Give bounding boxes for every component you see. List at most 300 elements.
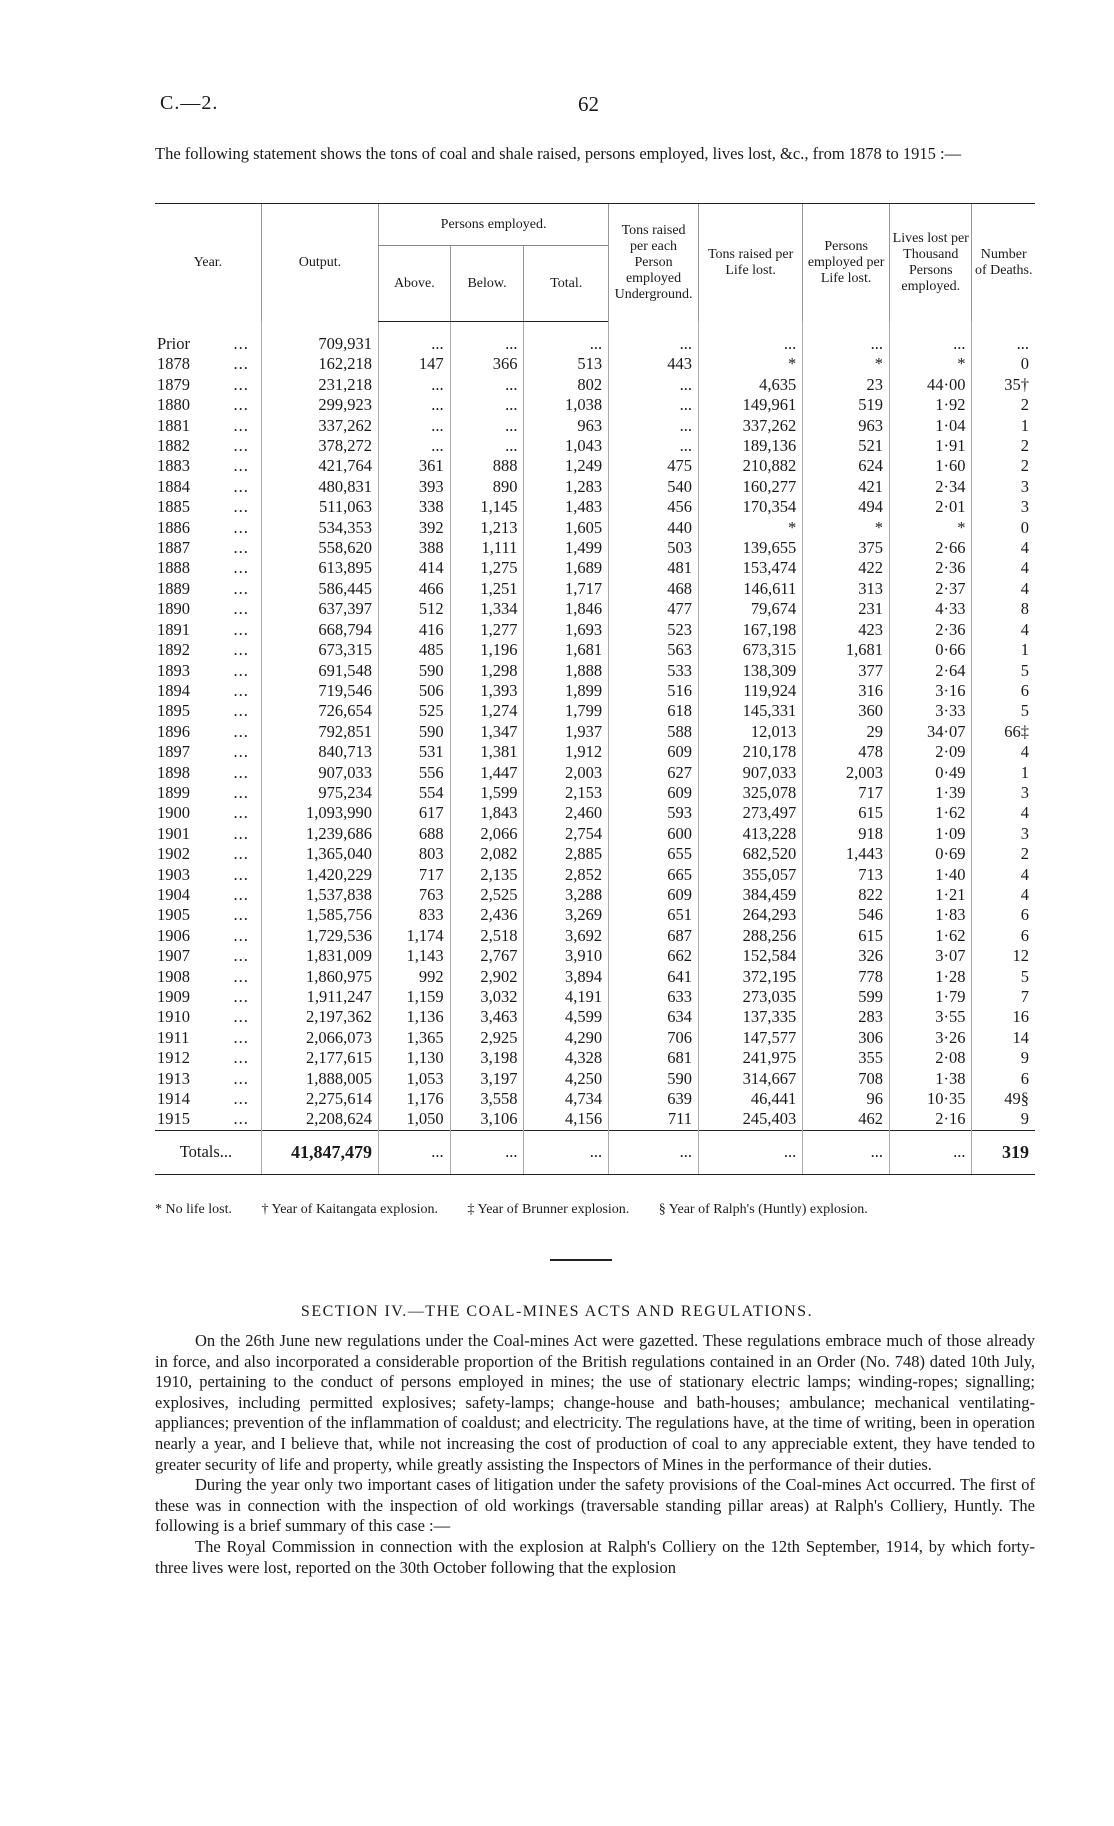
cell-total: 4,156 xyxy=(524,1109,609,1130)
year-label: 1879 xyxy=(157,374,190,394)
cell-below: 1,447 xyxy=(450,763,524,783)
cell-output: 1,093,990 xyxy=(261,803,378,823)
header-persons-per-life: Persons employed per Life lost. xyxy=(803,204,890,322)
cell-tons-per-life: 355,057 xyxy=(699,865,803,885)
footnotes xyxy=(155,1201,1035,1219)
cell-persons-per-life: 2,003 xyxy=(803,763,890,783)
cell-tons-per-person: 477 xyxy=(609,599,699,619)
cell-total: 513 xyxy=(524,354,609,374)
cell-above: ... xyxy=(379,322,451,355)
cell-lives-per-thousand: 2·64 xyxy=(890,661,972,681)
cell-year xyxy=(155,722,261,742)
year-label: 1883 xyxy=(157,456,190,476)
year-label: 1878 xyxy=(157,354,190,374)
cell-above: 590 xyxy=(379,661,451,681)
cell-total: 1,043 xyxy=(524,436,609,456)
leader-dots: ... xyxy=(233,1068,249,1088)
cell-tons-per-person: 641 xyxy=(609,967,699,987)
year-label: 1911 xyxy=(157,1027,190,1047)
cell-persons-per-life: 1,681 xyxy=(803,640,890,660)
cell-total: 4,191 xyxy=(524,987,609,1007)
leader-dots: ... xyxy=(233,640,249,660)
cell-year xyxy=(155,395,261,415)
table-row xyxy=(155,375,1035,395)
cell-year xyxy=(155,967,261,987)
cell-lives-per-thousand: 1·28 xyxy=(890,967,972,987)
cell-persons-per-life: 599 xyxy=(803,987,890,1007)
cell-below: 366 xyxy=(450,354,524,374)
cell-below: 1,213 xyxy=(450,518,524,538)
cell-persons-per-life: 316 xyxy=(803,681,890,701)
cell-above: 388 xyxy=(379,538,451,558)
paragraph: During the year only two important cases of litigation under the safety provisions of the Coal-mines Act occurred. The first of these was in connection with the inspection of old workings (traversable standing pillar areas) at Ralph's Colliery, Huntly. The following is a brief summary of this case :— xyxy=(155,1475,1035,1536)
cell-above: 506 xyxy=(379,681,451,701)
table-row xyxy=(155,1007,1035,1027)
leader-dots: ... xyxy=(233,517,249,537)
cell-above: ... xyxy=(379,436,451,456)
table-row xyxy=(155,742,1035,762)
cell-tons-per-person: 475 xyxy=(609,456,699,476)
cell-deaths: 0 xyxy=(972,354,1035,374)
year-label: 1887 xyxy=(157,538,190,558)
cell-total: 1,681 xyxy=(524,640,609,660)
cell-deaths: 4 xyxy=(972,538,1035,558)
cell-below: 1,599 xyxy=(450,783,524,803)
cell-tons-per-person: 523 xyxy=(609,620,699,640)
cell-total: 4,250 xyxy=(524,1069,609,1089)
cell-total: 1,283 xyxy=(524,477,609,497)
cell-above: 1,365 xyxy=(379,1028,451,1048)
cell-year xyxy=(155,905,261,925)
cell-above: 466 xyxy=(379,579,451,599)
leader-dots: ... xyxy=(233,476,249,496)
cell-tons-per-life: 137,335 xyxy=(699,1007,803,1027)
cell-below: ... xyxy=(450,416,524,436)
cell-year xyxy=(155,742,261,762)
cell-lives-per-thousand: 1·09 xyxy=(890,824,972,844)
coal-statistics-table xyxy=(155,203,1035,1175)
cell-tons-per-life: 210,882 xyxy=(699,456,803,476)
cell-tons-per-person: 662 xyxy=(609,946,699,966)
table-row xyxy=(155,416,1035,436)
cell-output: 673,315 xyxy=(261,640,378,660)
cell-persons-per-life: 462 xyxy=(803,1109,890,1130)
leader-dots: ... xyxy=(233,946,249,966)
cell-total: 963 xyxy=(524,416,609,436)
leader-dots: ... xyxy=(233,864,249,884)
table-row xyxy=(155,926,1035,946)
year-label: 1894 xyxy=(157,680,190,700)
cell-deaths: 0 xyxy=(972,518,1035,538)
cell-output: 378,272 xyxy=(261,436,378,456)
table-row xyxy=(155,518,1035,538)
leader-dots: ... xyxy=(233,538,249,558)
cell-deaths: 4 xyxy=(972,885,1035,905)
cell-above: 590 xyxy=(379,722,451,742)
cell-lives-per-thousand: 1·60 xyxy=(890,456,972,476)
cell-tons-per-person: 651 xyxy=(609,905,699,925)
cell-below: 1,298 xyxy=(450,661,524,681)
cell-tons-per-life: 210,178 xyxy=(699,742,803,762)
cell-above: 1,143 xyxy=(379,946,451,966)
cell-tons-per-person: 481 xyxy=(609,558,699,578)
year-label: 1892 xyxy=(157,640,190,660)
cell-total: 1,689 xyxy=(524,558,609,578)
cell-above: 1,053 xyxy=(379,1069,451,1089)
cell-total: 2,153 xyxy=(524,783,609,803)
cell-total: 3,288 xyxy=(524,885,609,905)
cell-tons-per-life: 139,655 xyxy=(699,538,803,558)
cell-tons-per-person: 440 xyxy=(609,518,699,538)
cell-tons-per-person: 503 xyxy=(609,538,699,558)
cell-tons-per-life: 413,228 xyxy=(699,824,803,844)
cell-tons-per-person: 540 xyxy=(609,477,699,497)
year-label: Prior xyxy=(157,333,190,353)
cell-deaths: 3 xyxy=(972,824,1035,844)
cell-deaths: 1 xyxy=(972,640,1035,660)
totals-tons-per-life: ... xyxy=(699,1130,803,1174)
leader-dots: ... xyxy=(233,395,249,415)
cell-total: 3,269 xyxy=(524,905,609,925)
cell-deaths: 9 xyxy=(972,1109,1035,1130)
leader-dots: ... xyxy=(233,966,249,986)
cell-year xyxy=(155,354,261,374)
cell-deaths: 2 xyxy=(972,436,1035,456)
cell-year xyxy=(155,518,261,538)
cell-below: 2,082 xyxy=(450,844,524,864)
cell-persons-per-life: 421 xyxy=(803,477,890,497)
cell-total: 2,754 xyxy=(524,824,609,844)
cell-tons-per-life: 147,577 xyxy=(699,1028,803,1048)
table-row xyxy=(155,558,1035,578)
cell-tons-per-person: 468 xyxy=(609,579,699,599)
cell-output: 1,729,536 xyxy=(261,926,378,946)
leader-dots: ... xyxy=(233,497,249,517)
year-label: 1884 xyxy=(157,476,190,496)
cell-tons-per-life: 153,474 xyxy=(699,558,803,578)
table-row xyxy=(155,579,1035,599)
leader-dots: ... xyxy=(233,884,249,904)
cell-below: 1,251 xyxy=(450,579,524,599)
table-row xyxy=(155,1069,1035,1089)
intro-statement: The following statement shows the tons of coal and shale raised, persons employed, lives lost, &c., from 1878 to 1915 :— xyxy=(155,144,962,163)
cell-tons-per-life: 145,331 xyxy=(699,701,803,721)
leader-dots: ... xyxy=(233,1027,249,1047)
cell-below: 2,436 xyxy=(450,905,524,925)
leader-dots: ... xyxy=(233,925,249,945)
cell-lives-per-thousand: 2·01 xyxy=(890,497,972,517)
cell-output: 511,063 xyxy=(261,497,378,517)
cell-persons-per-life: 96 xyxy=(803,1089,890,1109)
cell-tons-per-person: 593 xyxy=(609,803,699,823)
table-row xyxy=(155,354,1035,374)
cell-lives-per-thousand: 2·08 xyxy=(890,1048,972,1068)
cell-deaths: 3 xyxy=(972,477,1035,497)
cell-tons-per-person: 516 xyxy=(609,681,699,701)
table-row xyxy=(155,456,1035,476)
cell-lives-per-thousand: 3·07 xyxy=(890,946,972,966)
leader-dots: ... xyxy=(233,762,249,782)
cell-output: 2,208,624 xyxy=(261,1109,378,1130)
cell-persons-per-life: 326 xyxy=(803,946,890,966)
cell-below: ... xyxy=(450,322,524,355)
cell-total: 1,693 xyxy=(524,620,609,640)
cell-above: 1,136 xyxy=(379,1007,451,1027)
cell-tons-per-person: 600 xyxy=(609,824,699,844)
year-label: 1898 xyxy=(157,762,190,782)
cell-persons-per-life: 1,443 xyxy=(803,844,890,864)
cell-lives-per-thousand: 44·00 xyxy=(890,375,972,395)
cell-output: 1,831,009 xyxy=(261,946,378,966)
cell-tons-per-life: 314,667 xyxy=(699,1069,803,1089)
statistics-table-wrapper xyxy=(155,203,1035,1175)
leader-dots: ... xyxy=(233,415,249,435)
cell-deaths: 6 xyxy=(972,1069,1035,1089)
table-row xyxy=(155,640,1035,660)
cell-above: 512 xyxy=(379,599,451,619)
cell-above: ... xyxy=(379,416,451,436)
cell-output: 637,397 xyxy=(261,599,378,619)
cell-lives-per-thousand: 1·83 xyxy=(890,905,972,925)
cell-persons-per-life: 778 xyxy=(803,967,890,987)
cell-persons-per-life: 423 xyxy=(803,620,890,640)
cell-total: 1,717 xyxy=(524,579,609,599)
cell-tons-per-life: 337,262 xyxy=(699,416,803,436)
cell-below: 3,558 xyxy=(450,1089,524,1109)
cell-tons-per-life: 241,975 xyxy=(699,1048,803,1068)
leader-dots: ... xyxy=(233,803,249,823)
cell-year xyxy=(155,322,261,355)
cell-year xyxy=(155,1109,261,1130)
cell-tons-per-person: 609 xyxy=(609,742,699,762)
cell-below: 1,277 xyxy=(450,620,524,640)
cell-deaths: 1 xyxy=(972,416,1035,436)
header-persons-employed: Persons employed. xyxy=(379,204,609,246)
cell-below: 3,198 xyxy=(450,1048,524,1068)
cell-year xyxy=(155,416,261,436)
cell-lives-per-thousand: 2·16 xyxy=(890,1109,972,1130)
cell-total: 1,846 xyxy=(524,599,609,619)
table-row xyxy=(155,1109,1035,1130)
cell-year xyxy=(155,1028,261,1048)
cell-above: 147 xyxy=(379,354,451,374)
table-row xyxy=(155,803,1035,823)
cell-lives-per-thousand: 2·36 xyxy=(890,620,972,640)
cell-lives-per-thousand: ... xyxy=(890,322,972,355)
leader-dots: ... xyxy=(233,599,249,619)
cell-total: 4,290 xyxy=(524,1028,609,1048)
cell-total: 3,910 xyxy=(524,946,609,966)
cell-tons-per-person: 665 xyxy=(609,865,699,885)
cell-above: 393 xyxy=(379,477,451,497)
cell-lives-per-thousand: * xyxy=(890,354,972,374)
cell-above: 1,176 xyxy=(379,1089,451,1109)
cell-lives-per-thousand: 0·66 xyxy=(890,640,972,660)
cell-tons-per-person: 639 xyxy=(609,1089,699,1109)
totals-above: ... xyxy=(379,1130,451,1174)
cell-year xyxy=(155,375,261,395)
year-label: 1881 xyxy=(157,415,190,435)
cell-below: 1,196 xyxy=(450,640,524,660)
cell-total: 1,888 xyxy=(524,661,609,681)
totals-below: ... xyxy=(450,1130,524,1174)
year-label: 1882 xyxy=(157,436,190,456)
year-label: 1890 xyxy=(157,599,190,619)
cell-tons-per-life: 138,309 xyxy=(699,661,803,681)
cell-output: 719,546 xyxy=(261,681,378,701)
cell-deaths: 66‡ xyxy=(972,722,1035,742)
cell-tons-per-person: 609 xyxy=(609,885,699,905)
cell-persons-per-life: 519 xyxy=(803,395,890,415)
cell-output: 975,234 xyxy=(261,783,378,803)
year-label: 1906 xyxy=(157,925,190,945)
cell-deaths: 7 xyxy=(972,987,1035,1007)
cell-output: 709,931 xyxy=(261,322,378,355)
cell-output: 1,585,756 xyxy=(261,905,378,925)
cell-lives-per-thousand: 1·79 xyxy=(890,987,972,1007)
cell-output: 2,275,614 xyxy=(261,1089,378,1109)
leader-dots: ... xyxy=(233,333,249,353)
cell-output: 586,445 xyxy=(261,579,378,599)
cell-lives-per-thousand: 3·26 xyxy=(890,1028,972,1048)
table-row xyxy=(155,946,1035,966)
section-divider xyxy=(550,1259,612,1261)
cell-tons-per-life: 160,277 xyxy=(699,477,803,497)
cell-year xyxy=(155,926,261,946)
cell-below: 890 xyxy=(450,477,524,497)
year-label: 1901 xyxy=(157,823,190,843)
cell-tons-per-life: 12,013 xyxy=(699,722,803,742)
cell-above: 1,159 xyxy=(379,987,451,1007)
page-number: 62 xyxy=(578,92,599,116)
year-label: 1913 xyxy=(157,1068,190,1088)
cell-tons-per-life: 152,584 xyxy=(699,946,803,966)
cell-deaths: 8 xyxy=(972,599,1035,619)
cell-above: 531 xyxy=(379,742,451,762)
cell-deaths: 6 xyxy=(972,926,1035,946)
table-row xyxy=(155,395,1035,415)
cell-year xyxy=(155,865,261,885)
cell-lives-per-thousand: 1·62 xyxy=(890,803,972,823)
cell-tons-per-person: 609 xyxy=(609,783,699,803)
leader-dots: ... xyxy=(233,456,249,476)
cell-below: 1,111 xyxy=(450,538,524,558)
cell-below: 1,347 xyxy=(450,722,524,742)
cell-year xyxy=(155,885,261,905)
leader-dots: ... xyxy=(233,844,249,864)
cell-year xyxy=(155,783,261,803)
table-row xyxy=(155,436,1035,456)
cell-above: 992 xyxy=(379,967,451,987)
cell-lives-per-thousand: 1·92 xyxy=(890,395,972,415)
cell-total: 802 xyxy=(524,375,609,395)
cell-tons-per-life: 170,354 xyxy=(699,497,803,517)
cell-lives-per-thousand: 2·09 xyxy=(890,742,972,762)
paragraph: On the 26th June new regulations under the Coal-mines Act were gazetted. These regulations embrace much of those already in force, and also incorporated a considerable proportion of the British regulations contained in an Order (No. 748) dated 10th July, 1910, pertaining to the conduct of persons employed in mines; the use of stationary electric lamps; winding-ropes; signalling; explosives, including permitted explosives; safety-lamps; change-house and bath-houses; ambulance; mechanical ventilating-appliances; prevention of the inflammation of coaldust; and electricity. The regulations have, at the time of writing, been in operation nearly a year, and I believe that, while not increasing the cost of production of coal to any appreciable extent, they have tended to greater security of life and property, while greatly assisting the Inspectors of Mines in the performance of their duties. xyxy=(155,1331,1035,1474)
cell-deaths: 2 xyxy=(972,844,1035,864)
cell-persons-per-life: 478 xyxy=(803,742,890,762)
cell-tons-per-person: 711 xyxy=(609,1109,699,1130)
cell-above: 763 xyxy=(379,885,451,905)
leader-dots: ... xyxy=(233,1089,249,1109)
cell-output: 337,262 xyxy=(261,416,378,436)
table-row xyxy=(155,661,1035,681)
cell-deaths: 4 xyxy=(972,865,1035,885)
cell-tons-per-life: 372,195 xyxy=(699,967,803,987)
cell-tons-per-life: * xyxy=(699,354,803,374)
cell-tons-per-person: 443 xyxy=(609,354,699,374)
cell-persons-per-life: 360 xyxy=(803,701,890,721)
cell-deaths: 14 xyxy=(972,1028,1035,1048)
cell-tons-per-life: 384,459 xyxy=(699,885,803,905)
table-row xyxy=(155,1028,1035,1048)
cell-tons-per-person: 590 xyxy=(609,1069,699,1089)
cell-persons-per-life: 713 xyxy=(803,865,890,885)
cell-year xyxy=(155,987,261,1007)
cell-deaths: 5 xyxy=(972,967,1035,987)
cell-above: ... xyxy=(379,375,451,395)
cell-below: 2,518 xyxy=(450,926,524,946)
totals-persons-per-life: ... xyxy=(803,1130,890,1174)
cell-deaths: 16 xyxy=(972,1007,1035,1027)
cell-output: 691,548 xyxy=(261,661,378,681)
cell-output: 1,365,040 xyxy=(261,844,378,864)
cell-deaths: 5 xyxy=(972,661,1035,681)
year-label: 1895 xyxy=(157,701,190,721)
cell-tons-per-person: 687 xyxy=(609,926,699,946)
cell-deaths: 2 xyxy=(972,456,1035,476)
header-total: Total. xyxy=(524,246,609,322)
year-label: 1893 xyxy=(157,660,190,680)
table-row xyxy=(155,538,1035,558)
cell-total: 1,249 xyxy=(524,456,609,476)
cell-persons-per-life: 615 xyxy=(803,926,890,946)
cell-tons-per-person: ... xyxy=(609,322,699,355)
table-row xyxy=(155,322,1035,355)
cell-persons-per-life: 283 xyxy=(803,1007,890,1027)
cell-above: 485 xyxy=(379,640,451,660)
totals-row xyxy=(155,1130,1035,1174)
cell-below: ... xyxy=(450,375,524,395)
cell-below: 1,393 xyxy=(450,681,524,701)
cell-year xyxy=(155,620,261,640)
cell-tons-per-person: 633 xyxy=(609,987,699,1007)
cell-below: 2,767 xyxy=(450,946,524,966)
cell-year xyxy=(155,558,261,578)
cell-above: 556 xyxy=(379,763,451,783)
cell-lives-per-thousand: 1·04 xyxy=(890,416,972,436)
cell-output: 162,218 xyxy=(261,354,378,374)
cell-persons-per-life: 306 xyxy=(803,1028,890,1048)
cell-below: 3,032 xyxy=(450,987,524,1007)
table-row xyxy=(155,865,1035,885)
cell-below: 1,381 xyxy=(450,742,524,762)
cell-below: 2,066 xyxy=(450,824,524,844)
cell-output: 2,066,073 xyxy=(261,1028,378,1048)
leader-dots: ... xyxy=(233,1109,249,1129)
footnote-kaitangata: † Year of Kaitangata explosion. xyxy=(261,1202,439,1217)
cell-total: 3,692 xyxy=(524,926,609,946)
cell-lives-per-thousand: 34·07 xyxy=(890,722,972,742)
cell-total: 4,328 xyxy=(524,1048,609,1068)
cell-year xyxy=(155,477,261,497)
cell-output: 558,620 xyxy=(261,538,378,558)
table-row xyxy=(155,620,1035,640)
cell-above: 833 xyxy=(379,905,451,925)
year-label: 1891 xyxy=(157,619,190,639)
table-row xyxy=(155,477,1035,497)
year-label: 1897 xyxy=(157,742,190,762)
